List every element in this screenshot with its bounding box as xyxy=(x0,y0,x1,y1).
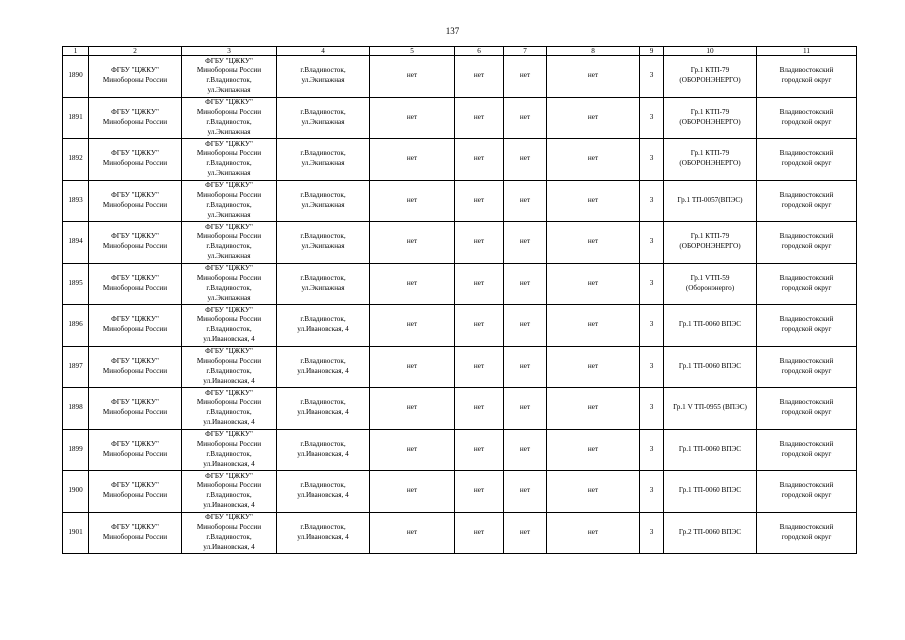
power-source-cell-text: Гр.1 ТП-0057(ВПЭС) xyxy=(677,195,743,204)
power-source-cell xyxy=(664,388,757,430)
object-address-cell-text: г.Владивосток, ул.Ивановская, 4 xyxy=(297,356,349,375)
row-number-text: 1891 xyxy=(68,112,83,121)
owner-cell-text: ФГБУ "ЦЖКУ" Минобороны России xyxy=(102,107,168,126)
row-number xyxy=(63,471,89,513)
col8-cell-text: нет xyxy=(587,154,599,163)
owner-cell-text: ФГБУ "ЦЖКУ" Минобороны России xyxy=(102,356,168,375)
col5-cell xyxy=(370,97,455,139)
col5-cell-text: нет xyxy=(406,112,418,121)
owner-cell xyxy=(89,388,182,430)
column-header: 3 xyxy=(182,47,277,56)
table-row xyxy=(63,388,857,430)
object-address-cell xyxy=(277,346,370,388)
object-address-cell xyxy=(277,305,370,347)
object-address-cell-text: г.Владивосток, ул.Ивановская, 4 xyxy=(297,522,349,541)
col5-cell-text: нет xyxy=(406,361,418,370)
municipality-cell xyxy=(757,429,857,471)
col7-cell-text: нет xyxy=(519,361,531,370)
col6-cell-text: нет xyxy=(473,154,485,163)
owner-cell-text: ФГБУ "ЦЖКУ" Минобороны России xyxy=(102,398,168,417)
row-number-text: 1897 xyxy=(68,361,83,370)
power-source-cell xyxy=(664,97,757,139)
power-source-cell-text: Гр.1 ТП-0060 ВПЭС xyxy=(678,320,742,329)
power-source-cell xyxy=(664,429,757,471)
object-address-cell xyxy=(277,97,370,139)
category-cell-text: 3 xyxy=(649,154,654,163)
col7-cell-text: нет xyxy=(519,112,531,121)
column-header: 7 xyxy=(504,47,547,56)
col6-cell xyxy=(455,429,504,471)
power-source-cell-text: Гр.1 VТП-59 (Оборонэнерго) xyxy=(685,273,735,292)
category-cell-text: 3 xyxy=(649,403,654,412)
object-address-cell-text: г.Владивосток, ул.Ивановская, 4 xyxy=(297,315,349,334)
row-number-text: 1896 xyxy=(68,320,83,329)
col8-cell xyxy=(547,346,640,388)
col6-cell xyxy=(455,222,504,264)
col7-cell xyxy=(504,139,547,181)
category-cell xyxy=(640,512,664,554)
category-cell-text: 3 xyxy=(649,444,654,453)
category-cell xyxy=(640,429,664,471)
col8-cell-text: нет xyxy=(587,486,599,495)
category-cell-text: 3 xyxy=(649,361,654,370)
owner-address-cell-text: ФГБУ "ЦЖКУ" Минобороны России г.Владивосток, ул.Ивановская, 4 xyxy=(196,513,262,551)
object-address-cell-text: г.Владивосток, ул.Ивановская, 4 xyxy=(297,481,349,500)
col5-cell-text: нет xyxy=(406,320,418,329)
municipality-cell-text: Владивостокский городской округ xyxy=(779,149,834,168)
col7-cell xyxy=(504,56,547,98)
col8-cell-text: нет xyxy=(587,320,599,329)
col7-cell-text: нет xyxy=(519,278,531,287)
table-row xyxy=(63,222,857,264)
row-number xyxy=(63,429,89,471)
table-row xyxy=(63,346,857,388)
row-number-text: 1890 xyxy=(68,71,83,80)
power-source-cell-text: Гр.1 КТП-79 (ОБОРОНЭНЕРГО) xyxy=(679,107,741,126)
col6-cell-text: нет xyxy=(473,403,485,412)
owner-address-cell-text: ФГБУ "ЦЖКУ" Минобороны России г.Владивосток, ул.Ивановская, 4 xyxy=(196,305,262,344)
col5-cell xyxy=(370,222,455,264)
col8-cell-text: нет xyxy=(587,403,599,412)
municipality-cell xyxy=(757,471,857,513)
row-number-text: 1895 xyxy=(68,278,83,287)
col5-cell-text: нет xyxy=(406,403,418,412)
col6-cell xyxy=(455,97,504,139)
owner-cell xyxy=(89,305,182,347)
municipality-cell-text: Владивостокский городской округ xyxy=(779,398,834,417)
col6-cell xyxy=(455,305,504,347)
row-number xyxy=(63,222,89,264)
column-header: 2 xyxy=(89,47,182,56)
col8-cell-text: нет xyxy=(587,527,599,536)
power-source-cell xyxy=(664,512,757,554)
municipality-cell xyxy=(757,139,857,181)
col5-cell xyxy=(370,139,455,181)
category-cell xyxy=(640,471,664,513)
col6-cell xyxy=(455,139,504,181)
col7-cell-text: нет xyxy=(519,237,531,246)
owner-address-cell xyxy=(182,56,277,98)
category-cell-text: 3 xyxy=(649,71,654,80)
table-row xyxy=(63,305,857,347)
object-address-cell xyxy=(277,222,370,264)
object-address-cell xyxy=(277,512,370,554)
category-cell xyxy=(640,139,664,181)
municipality-cell xyxy=(757,180,857,222)
col6-cell xyxy=(455,388,504,430)
owner-address-cell xyxy=(182,180,277,222)
row-number-text: 1899 xyxy=(68,444,83,453)
row-number-text: 1901 xyxy=(68,527,83,536)
owner-address-cell xyxy=(182,139,277,181)
col8-cell xyxy=(547,388,640,430)
object-address-cell xyxy=(277,180,370,222)
owner-cell xyxy=(89,429,182,471)
municipality-cell-text: Владивостокский городской округ xyxy=(779,481,834,500)
category-cell-text: 3 xyxy=(649,112,654,121)
col8-cell xyxy=(547,429,640,471)
municipality-cell xyxy=(757,305,857,347)
municipality-cell xyxy=(757,97,857,139)
owner-cell xyxy=(89,263,182,305)
col6-cell-text: нет xyxy=(473,71,485,80)
owner-address-cell-text: ФГБУ "ЦЖКУ" Минобороны России г.Владивосток, ул.Ивановская, 4 xyxy=(196,430,262,468)
col6-cell xyxy=(455,471,504,513)
col6-cell-text: нет xyxy=(473,486,485,495)
owner-address-cell-text: ФГБУ "ЦЖКУ" Минобороны России г.Владивосток, ул.Экипажная xyxy=(196,98,262,136)
table-row xyxy=(63,429,857,471)
table-row xyxy=(63,139,857,181)
owner-cell-text: ФГБУ "ЦЖКУ" Минобороны России xyxy=(102,66,168,85)
column-header: 11 xyxy=(757,47,857,56)
row-number xyxy=(63,388,89,430)
col7-cell xyxy=(504,471,547,513)
category-cell xyxy=(640,388,664,430)
object-address-cell xyxy=(277,139,370,181)
row-number-text: 1900 xyxy=(68,486,83,495)
col6-cell-text: нет xyxy=(473,444,485,453)
power-source-cell xyxy=(664,139,757,181)
object-address-cell-text: г.Владивосток, ул.Экипажная xyxy=(300,149,346,168)
table-row xyxy=(63,180,857,222)
power-source-cell xyxy=(664,222,757,264)
row-number xyxy=(63,263,89,305)
col7-cell xyxy=(504,512,547,554)
power-source-cell-text: Гр.1 КТП-79 (ОБОРОНЭНЕРГО) xyxy=(679,149,741,168)
category-cell xyxy=(640,305,664,347)
col6-cell xyxy=(455,346,504,388)
owner-cell-text: ФГБУ "ЦЖКУ" Минобороны России xyxy=(102,149,168,168)
owner-address-cell-text: ФГБУ "ЦЖКУ" Минобороны России г.Владивосток, ул.Экипажная xyxy=(196,264,262,302)
power-source-cell xyxy=(664,471,757,513)
col6-cell xyxy=(455,180,504,222)
category-cell xyxy=(640,263,664,305)
power-source-cell-text: Гр.1 V ТП-0955 (ВПЭС) xyxy=(673,403,747,412)
owner-address-cell xyxy=(182,263,277,305)
row-number xyxy=(63,97,89,139)
object-address-cell-text: г.Владивосток, ул.Экипажная xyxy=(300,273,346,292)
col7-cell-text: нет xyxy=(519,71,531,80)
category-cell xyxy=(640,222,664,264)
column-number-header-row xyxy=(63,47,857,56)
row-number-text: 1894 xyxy=(68,237,83,246)
municipality-cell-text: Владивостокский городской округ xyxy=(779,356,834,375)
owner-address-cell-text: ФГБУ "ЦЖКУ" Минобороны России г.Владивосток, ул.Экипажная xyxy=(196,181,262,219)
col5-cell-text: нет xyxy=(406,278,418,287)
municipality-cell-text: Владивостокский городской округ xyxy=(779,190,834,209)
column-header: 9 xyxy=(640,47,664,56)
col8-cell xyxy=(547,222,640,264)
object-address-cell-text: г.Владивосток, ул.Ивановская, 4 xyxy=(297,439,349,458)
category-cell-text: 3 xyxy=(649,237,654,246)
municipality-cell xyxy=(757,56,857,98)
col6-cell-text: нет xyxy=(473,195,485,204)
col8-cell-text: нет xyxy=(587,237,599,246)
col5-cell xyxy=(370,346,455,388)
power-source-cell-text: Гр.1 ТП-0060 ВПЭС xyxy=(678,361,742,370)
row-number-text: 1893 xyxy=(68,195,83,204)
owner-address-cell xyxy=(182,471,277,513)
column-header: 5 xyxy=(370,47,455,56)
power-source-cell xyxy=(664,263,757,305)
municipality-cell-text: Владивостокский городской округ xyxy=(779,273,834,292)
col7-cell xyxy=(504,429,547,471)
table-row xyxy=(63,471,857,513)
col7-cell xyxy=(504,388,547,430)
owner-address-cell-text: ФГБУ "ЦЖКУ" Минобороны России г.Владивосток, ул.Ивановская, 4 xyxy=(196,347,262,385)
category-cell-text: 3 xyxy=(649,320,654,329)
owner-cell-text: ФГБУ "ЦЖКУ" Минобороны России xyxy=(102,232,168,251)
municipality-cell-text: Владивостокский городской округ xyxy=(779,107,834,126)
col8-cell-text: нет xyxy=(587,278,599,287)
col6-cell-text: нет xyxy=(473,361,485,370)
col5-cell-text: нет xyxy=(406,237,418,246)
owner-address-cell xyxy=(182,346,277,388)
object-address-cell xyxy=(277,263,370,305)
col7-cell xyxy=(504,263,547,305)
col6-cell-text: нет xyxy=(473,112,485,121)
col6-cell-text: нет xyxy=(473,320,485,329)
municipality-cell-text: Владивостокский городской округ xyxy=(779,66,834,85)
col8-cell xyxy=(547,139,640,181)
owner-address-cell xyxy=(182,305,277,347)
col7-cell-text: нет xyxy=(519,195,531,204)
row-number xyxy=(63,346,89,388)
col7-cell-text: нет xyxy=(519,444,531,453)
col7-cell-text: нет xyxy=(519,527,531,536)
col6-cell xyxy=(455,512,504,554)
owner-address-cell-text: ФГБУ "ЦЖКУ" Минобороны России г.Владивосток, ул.Экипажная xyxy=(196,56,262,95)
power-source-cell-text: Гр.2 ТП-0060 ВПЭС xyxy=(678,527,742,536)
municipality-cell-text: Владивостокский городской округ xyxy=(779,232,834,251)
col8-cell xyxy=(547,471,640,513)
municipality-cell-text: Владивостокский городской округ xyxy=(779,315,834,334)
object-address-cell xyxy=(277,56,370,98)
col8-cell-text: нет xyxy=(587,444,599,453)
col6-cell-text: нет xyxy=(473,527,485,536)
object-address-cell-text: г.Владивосток, ул.Экипажная xyxy=(300,232,346,251)
col5-cell xyxy=(370,56,455,98)
col5-cell xyxy=(370,471,455,513)
owner-cell-text: ФГБУ "ЦЖКУ" Минобороны России xyxy=(102,481,168,500)
owner-cell xyxy=(89,512,182,554)
power-source-cell-text: Гр.1 ТП-0060 ВПЭС xyxy=(678,444,742,453)
row-number xyxy=(63,180,89,222)
owner-address-cell-text: ФГБУ "ЦЖКУ" Минобороны России г.Владивосток, ул.Экипажная xyxy=(196,222,262,261)
col5-cell xyxy=(370,263,455,305)
category-cell xyxy=(640,346,664,388)
owner-address-cell-text: ФГБУ "ЦЖКУ" Минобороны России г.Владивосток, ул.Экипажная xyxy=(196,139,262,178)
col5-cell-text: нет xyxy=(406,486,418,495)
table-row xyxy=(63,263,857,305)
category-cell-text: 3 xyxy=(649,527,654,536)
col6-cell-text: нет xyxy=(473,278,485,287)
col6-cell xyxy=(455,56,504,98)
col7-cell xyxy=(504,305,547,347)
power-source-cell-text: Гр.1 КТП-79 (ОБОРОНЭНЕРГО) xyxy=(679,232,741,251)
col8-cell xyxy=(547,56,640,98)
col5-cell-text: нет xyxy=(406,71,418,80)
col6-cell xyxy=(455,263,504,305)
col7-cell xyxy=(504,222,547,264)
col5-cell-text: нет xyxy=(406,444,418,453)
object-address-cell-text: г.Владивосток, ул.Экипажная xyxy=(300,66,346,85)
owner-address-cell xyxy=(182,512,277,554)
power-source-cell xyxy=(664,56,757,98)
col8-cell xyxy=(547,263,640,305)
col8-cell-text: нет xyxy=(587,71,599,80)
owner-cell xyxy=(89,139,182,181)
col5-cell-text: нет xyxy=(406,154,418,163)
municipality-cell xyxy=(757,222,857,264)
object-address-cell-text: г.Владивосток, ул.Экипажная xyxy=(300,190,346,209)
col8-cell xyxy=(547,97,640,139)
column-header: 8 xyxy=(547,47,640,56)
column-header: 6 xyxy=(455,47,504,56)
col7-cell-text: нет xyxy=(519,486,531,495)
col7-cell xyxy=(504,180,547,222)
owner-address-cell-text: ФГБУ "ЦЖКУ" Минобороны России г.Владивосток, ул.Ивановская, 4 xyxy=(196,388,262,427)
col8-cell xyxy=(547,512,640,554)
municipality-cell xyxy=(757,512,857,554)
municipality-cell xyxy=(757,388,857,430)
table-row xyxy=(63,97,857,139)
owner-cell-text: ФГБУ "ЦЖКУ" Минобороны России xyxy=(102,439,168,458)
power-source-cell xyxy=(664,346,757,388)
category-cell-text: 3 xyxy=(649,278,654,287)
row-number-text: 1892 xyxy=(68,154,83,163)
col8-cell-text: нет xyxy=(587,112,599,121)
owner-cell xyxy=(89,222,182,264)
row-number xyxy=(63,139,89,181)
page-number: 137 xyxy=(445,26,460,36)
col8-cell-text: нет xyxy=(587,361,599,370)
col7-cell-text: нет xyxy=(519,154,531,163)
object-address-cell-text: г.Владивосток, ул.Ивановская, 4 xyxy=(297,398,349,417)
col5-cell xyxy=(370,180,455,222)
row-number xyxy=(63,305,89,347)
power-source-cell xyxy=(664,305,757,347)
power-source-cell xyxy=(664,180,757,222)
col7-cell xyxy=(504,346,547,388)
column-header: 4 xyxy=(277,47,370,56)
category-cell xyxy=(640,97,664,139)
col8-cell xyxy=(547,305,640,347)
category-cell-text: 3 xyxy=(649,195,654,204)
row-number xyxy=(63,56,89,98)
col5-cell xyxy=(370,512,455,554)
municipality-cell xyxy=(757,263,857,305)
column-header: 10 xyxy=(664,47,757,56)
owner-cell xyxy=(89,56,182,98)
col6-cell-text: нет xyxy=(473,237,485,246)
owner-address-cell-text: ФГБУ "ЦЖКУ" Минобороны России г.Владивосток, ул.Ивановская, 4 xyxy=(196,471,262,510)
object-address-cell xyxy=(277,471,370,513)
category-cell xyxy=(640,180,664,222)
row-number xyxy=(63,512,89,554)
owner-cell xyxy=(89,346,182,388)
object-address-cell xyxy=(277,429,370,471)
owner-cell-text: ФГБУ "ЦЖКУ" Минобороны России xyxy=(102,273,168,292)
col8-cell-text: нет xyxy=(587,195,599,204)
col5-cell xyxy=(370,305,455,347)
owner-cell xyxy=(89,471,182,513)
power-source-cell-text: Гр.1 КТП-79 (ОБОРОНЭНЕРГО) xyxy=(679,66,741,85)
owner-address-cell xyxy=(182,388,277,430)
col7-cell xyxy=(504,97,547,139)
owner-cell-text: ФГБУ "ЦЖКУ" Минобороны России xyxy=(102,190,168,209)
col8-cell xyxy=(547,180,640,222)
table-row xyxy=(63,56,857,98)
col5-cell xyxy=(370,429,455,471)
municipality-cell-text: Владивостокский городской округ xyxy=(779,439,834,458)
category-cell xyxy=(640,56,664,98)
row-number-text: 1898 xyxy=(68,403,83,412)
object-address-cell xyxy=(277,388,370,430)
owner-cell xyxy=(89,97,182,139)
col5-cell-text: нет xyxy=(406,527,418,536)
registry-table xyxy=(62,46,857,554)
table-row xyxy=(63,512,857,554)
municipality-cell xyxy=(757,346,857,388)
owner-address-cell xyxy=(182,97,277,139)
owner-address-cell xyxy=(182,429,277,471)
col7-cell-text: нет xyxy=(519,403,531,412)
col7-cell-text: нет xyxy=(519,320,531,329)
municipality-cell-text: Владивостокский городской округ xyxy=(779,522,834,541)
owner-cell-text: ФГБУ "ЦЖКУ" Минобороны России xyxy=(102,315,168,334)
category-cell-text: 3 xyxy=(649,486,654,495)
owner-address-cell xyxy=(182,222,277,264)
owner-cell-text: ФГБУ "ЦЖКУ" Минобороны России xyxy=(102,522,168,541)
col5-cell xyxy=(370,388,455,430)
col5-cell-text: нет xyxy=(406,195,418,204)
object-address-cell-text: г.Владивосток, ул.Экипажная xyxy=(300,107,346,126)
power-source-cell-text: Гр.1 ТП-0060 ВПЭС xyxy=(678,486,742,495)
owner-cell xyxy=(89,180,182,222)
column-header: 1 xyxy=(63,47,89,56)
